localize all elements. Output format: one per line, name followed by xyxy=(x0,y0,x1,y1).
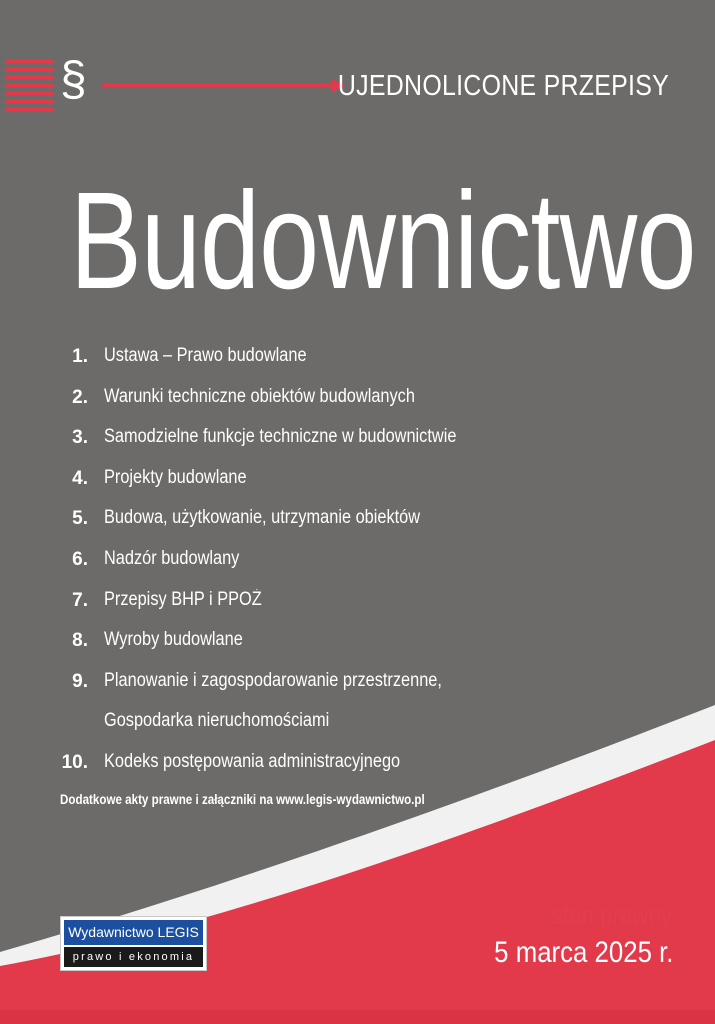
series-label: UJEDNOLICONE PRZEPISY xyxy=(337,70,669,102)
publisher-tagline: prawo i ekonomia xyxy=(64,947,203,967)
contents-item: 4. Projekty budowlane xyxy=(72,466,247,489)
contents-item: 10. Kodeks postępowania administracyjnego xyxy=(61,750,401,773)
contents-item: 7. Przepisy BHP i PPOŻ xyxy=(72,588,262,611)
red-stripes-decoration xyxy=(5,60,53,111)
contents-item: 8. Wyroby budowlane xyxy=(72,629,243,652)
contents-item: 9. Planowanie i zagospodarowanie przestrzenne, Gospodarka nieruchomościami xyxy=(72,669,442,732)
bottom-strip xyxy=(0,1010,715,1024)
contents-item: 6. Nadzór budowlany xyxy=(72,547,240,570)
section-symbol-icon: § xyxy=(60,53,87,106)
publisher-logo xyxy=(60,916,207,971)
book-title: Budownictwo xyxy=(70,164,696,318)
contents-list xyxy=(56,338,676,784)
legal-status-date: 5 marca 2025 r. xyxy=(493,936,673,969)
publisher-name: Wydawnictwo LEGIS xyxy=(64,920,203,945)
contents-item: 5. Budowa, użytkowanie, utrzymanie obiektów xyxy=(72,507,421,530)
extra-note: Dodatkowe akty prawne i załączniki na www.legis-wydawnictwo.pl xyxy=(60,792,425,807)
contents-item: 2. Warunki techniczne obiektów budowlanych xyxy=(72,385,415,408)
contents-item: 1. Ustawa – Prawo budowlane xyxy=(72,345,307,367)
contents-item: 3. Samodzielne funkcje techniczne w budownictwie xyxy=(72,426,457,449)
arrow-right-icon xyxy=(102,79,346,92)
legal-status-label: stan prawny xyxy=(551,900,672,930)
